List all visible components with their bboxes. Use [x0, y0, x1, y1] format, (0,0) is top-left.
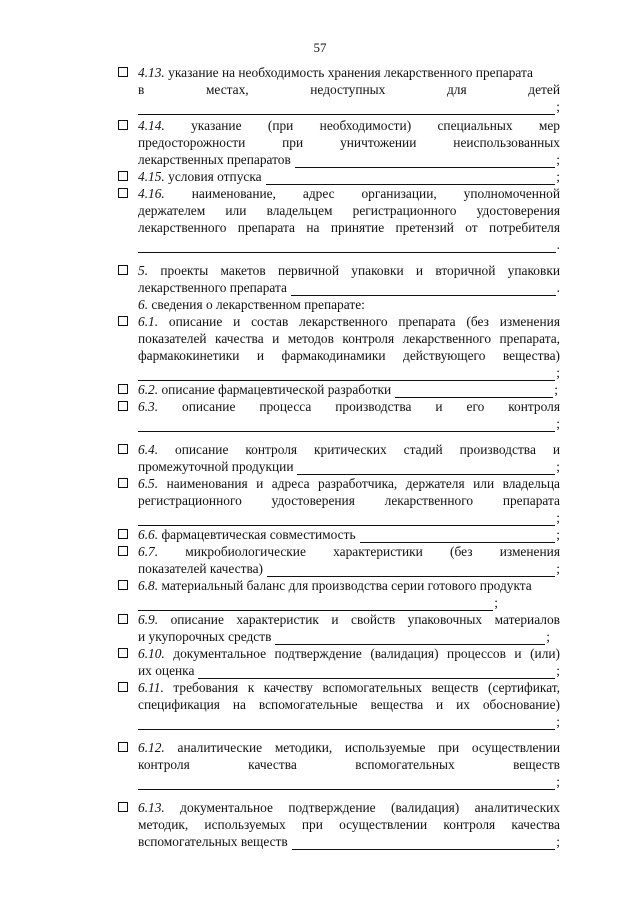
item-4-15 [118, 168, 560, 185]
checkbox-6-4[interactable] [118, 444, 128, 454]
item-text: предосторожности при уничтожении неиспользованных [138, 135, 560, 150]
item-text: промежуточной продукции [138, 459, 294, 474]
item-number: 6.6. [138, 527, 159, 542]
item-number: 6.2. [138, 382, 159, 397]
fill-blank[interactable] [275, 632, 545, 645]
item-text: описание контроля критических стадий производства и [175, 442, 560, 457]
item-6 [118, 296, 560, 313]
item-text: вспомогательных веществ [138, 834, 288, 849]
item-number: 5. [138, 263, 149, 278]
punctuation: ; [556, 152, 560, 167]
punctuation: ; [556, 774, 560, 789]
checkbox-6-3[interactable] [118, 401, 128, 411]
item-6-9 [118, 611, 560, 645]
fill-blank[interactable] [360, 530, 556, 543]
punctuation: ; [556, 561, 560, 576]
fill-blank[interactable] [138, 102, 555, 115]
document-body [118, 64, 560, 850]
item-text: описание фармацевтической разработки [161, 382, 392, 397]
item-number: 6.7. [138, 544, 159, 559]
item-text: описание характеристик и свойств упаковочных материалов [170, 612, 560, 627]
item-text: и укупорочных средств [138, 629, 272, 644]
item-number: 6.10. [138, 646, 165, 661]
item-text: описание процесса производства и его контроля [182, 399, 560, 414]
item-6-10 [118, 645, 560, 679]
checkbox-6-11[interactable] [118, 682, 128, 692]
item-text: проекты макетов первичной упаковки и вторичной упаковки [160, 263, 560, 278]
checkbox-4-15[interactable] [118, 171, 128, 181]
punctuation: ; [556, 365, 560, 380]
item-4-14 [118, 117, 560, 168]
item-text: лекарственного препарата [138, 280, 287, 295]
checkbox-4-14[interactable] [118, 120, 128, 130]
checkbox-4-13[interactable] [118, 67, 128, 77]
item-text: документальное подтверждение (валидация) процессов и (или) [173, 646, 561, 661]
checkbox-6-13[interactable] [118, 802, 128, 812]
item-text: наименования и адреса разработчика, держателя или владельца [166, 476, 560, 491]
item-text: указание на необходимость хранения лекарственного препарата [168, 65, 533, 80]
item-number: 6.8. [138, 578, 159, 593]
punctuation: ; [556, 510, 560, 525]
fill-blank[interactable] [138, 777, 555, 790]
item-6-11 [118, 679, 560, 730]
item-text: условия отпуска [168, 169, 262, 184]
item-5 [118, 262, 560, 296]
item-text: регистрационного удостоверения лекарственного препарата [138, 493, 560, 508]
item-number: 6.1. [138, 314, 159, 329]
punctuation: ; [554, 382, 558, 397]
punctuation: ; [546, 629, 550, 644]
punctuation: ; [556, 99, 560, 114]
item-text: наименование, адрес организации, уполномоченной [191, 186, 560, 201]
item-6-2 [118, 381, 560, 398]
item-text: аналитические методики, используемые при осуществлении [177, 740, 560, 755]
punctuation: ; [556, 416, 560, 431]
checkbox-6-10[interactable] [118, 648, 128, 658]
fill-blank[interactable] [138, 240, 556, 253]
item-text: требования к качеству вспомогательных веществ (сертификат, [173, 680, 560, 695]
item-6-1 [118, 313, 560, 381]
item-number: 4.16. [138, 186, 165, 201]
fill-blank[interactable] [138, 419, 555, 432]
section-heading: сведения о лекарственном препарате: [151, 297, 365, 312]
item-text: их оценка [138, 663, 195, 678]
fill-blank[interactable] [291, 283, 556, 296]
item-number: 6.11. [138, 680, 164, 695]
item-text: документальное подтверждение (валидация) аналитических [180, 800, 560, 815]
item-text: фармакокинетики и фармакодинамики действующего вещества) [138, 348, 560, 363]
punctuation: ; [556, 663, 560, 678]
checkbox-6-8[interactable] [118, 580, 128, 590]
checkbox-6-12[interactable] [118, 742, 128, 752]
item-number: 6. [138, 297, 149, 312]
fill-blank[interactable] [198, 666, 555, 679]
checkbox-6-5[interactable] [118, 478, 128, 488]
item-6-6 [118, 526, 560, 543]
punctuation: ; [556, 714, 560, 729]
item-text: указание (при необходимости) специальных мер [191, 118, 560, 133]
item-text: микробиологические характеристики (без изменения [185, 544, 560, 559]
item-6-5 [118, 475, 560, 526]
item-text: в местах, недоступных для детей [138, 82, 560, 97]
fill-blank[interactable] [292, 837, 556, 850]
item-number: 6.9. [138, 612, 159, 627]
item-6-4 [118, 441, 560, 475]
item-text: методик, используемых при осуществлении контроля качества [138, 817, 560, 832]
fill-blank[interactable] [295, 155, 555, 168]
fill-blank[interactable] [267, 564, 555, 577]
item-text: материальный баланс для производства серии готового продукта [161, 578, 532, 593]
item-text: держателем или владельцем регистрационного удостоверения [138, 203, 560, 218]
item-6-13 [118, 799, 560, 850]
checkbox-4-16[interactable] [118, 188, 128, 198]
item-6-3 [118, 398, 560, 432]
fill-blank[interactable] [395, 385, 553, 398]
item-number: 4.14. [138, 118, 165, 133]
fill-blank[interactable] [266, 172, 556, 185]
item-6-12 [118, 739, 560, 790]
fill-blank[interactable] [138, 717, 555, 730]
fill-blank[interactable] [297, 462, 555, 475]
item-text: описание и состав лекарственного препарата (без изменения [168, 314, 560, 329]
item-6-8 [118, 577, 560, 611]
punctuation: . [556, 237, 560, 252]
checkbox-6-1[interactable] [118, 316, 128, 326]
item-number: 4.15. [138, 169, 165, 184]
fill-blank[interactable] [138, 598, 493, 611]
item-text: спецификация на вспомогательные вещества и их обоснование) [138, 697, 560, 712]
item-text: фармацевтическая совместимость [161, 527, 356, 542]
item-6-7 [118, 543, 560, 577]
item-4-16 [118, 185, 560, 253]
item-number: 6.4. [138, 442, 159, 457]
punctuation: ; [556, 527, 560, 542]
item-number: 6.5. [138, 476, 159, 491]
punctuation: ; [556, 834, 560, 849]
item-text: лекарственного препарата на принятие претензий от потребителя [138, 220, 560, 235]
item-number: 6.13. [138, 800, 165, 815]
punctuation: ; [556, 169, 560, 184]
item-number: 6.3. [138, 399, 159, 414]
item-text: контроля качества вспомогательных веществ [138, 757, 560, 772]
page-number: 57 [313, 40, 327, 55]
punctuation: ; [556, 459, 560, 474]
fill-blank[interactable] [138, 513, 555, 526]
item-number: 6.12. [138, 740, 165, 755]
item-4-13 [118, 64, 560, 115]
checkbox-6-7[interactable] [118, 546, 128, 556]
checkbox-6-2[interactable] [118, 384, 128, 394]
fill-blank[interactable] [138, 368, 555, 381]
checkbox-5[interactable] [118, 265, 128, 275]
item-text: показателей качества) [138, 561, 263, 576]
item-text: лекарственных препаратов [138, 152, 291, 167]
checkbox-6-6[interactable] [118, 529, 128, 539]
checkbox-6-9[interactable] [118, 614, 128, 624]
item-number: 4.13. [138, 65, 165, 80]
punctuation: . [556, 280, 560, 295]
punctuation: ; [494, 595, 498, 610]
item-text: показателей качества и методов контроля лекарственного препарата, [138, 331, 560, 346]
